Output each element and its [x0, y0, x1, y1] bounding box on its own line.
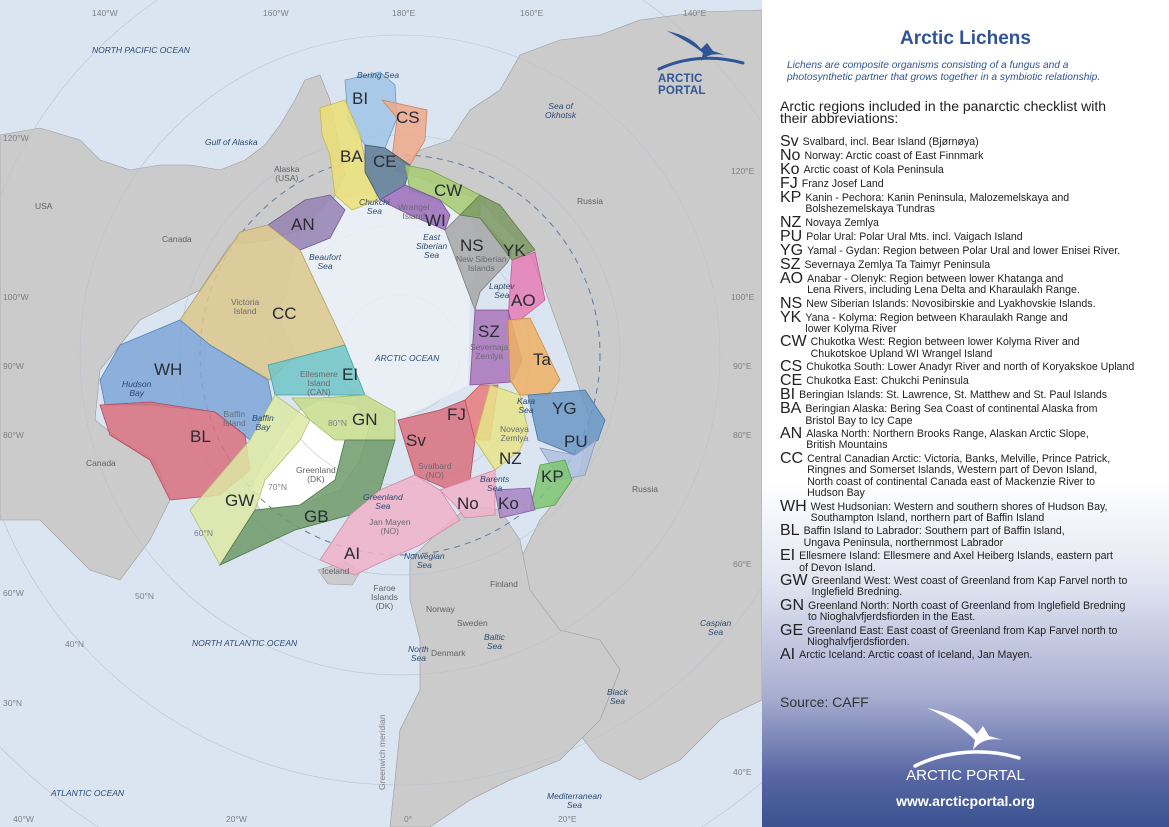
- region-description: Yamal - Gydan: Region between Polar Ural and lower Enisei River.: [807, 244, 1121, 257]
- legend-entry-sz: [780, 255, 1165, 273]
- region-abbreviation: No: [780, 147, 801, 164]
- label-greenland-sea: Greenland Sea: [363, 492, 403, 511]
- region-abbreviation: NZ: [780, 213, 802, 231]
- region-label-ao[interactable]: AO: [511, 291, 536, 310]
- region-description: Severnaya Zemlya Ta Taimyr Peninsula: [804, 258, 991, 271]
- region-description: Chukotka East: Chukchi Peninsula: [806, 375, 969, 388]
- region-description: Greenland East: East coast of Greenland from Kap Farvel north to Nioghalvfjerdsfiorden.: [807, 624, 1118, 648]
- label-denmark: Denmark: [431, 648, 466, 658]
- region-description: Svalbard, incl. Bear Island (Bjørnøya): [802, 136, 979, 148]
- source-credit: Source: CAFF: [780, 694, 869, 710]
- label-usa: USA: [35, 201, 53, 211]
- intro-text: Lichens are composite organisms consisting of a fungus and a photosynthetic partner that grows together in a symbiotic relationship.: [787, 60, 1101, 83]
- coord-160w-top: 160°W: [263, 8, 289, 18]
- region-description: Greenland West: West coast of Greenland from Kap Farvel north to Inglefield Bredning.: [811, 574, 1128, 599]
- label-north-sea: North Sea: [408, 644, 429, 663]
- legend-entry-gw: [780, 571, 1165, 599]
- region-abbreviation: GW: [780, 571, 808, 589]
- label-sweden: Sweden: [457, 618, 488, 628]
- label-east-siberian-sea: East Siberian Sea: [416, 232, 448, 260]
- label-baffin-island: Baffin Island: [223, 409, 246, 428]
- coord-60e: 60°E: [733, 559, 752, 569]
- region-label-sv[interactable]: Sv: [406, 431, 426, 450]
- label-hudson-bay: Hudson Bay: [122, 379, 152, 398]
- label-alaska: Alaska (USA): [274, 164, 300, 183]
- label-barents-sea: Barents Sea: [480, 474, 510, 493]
- label-north-pacific-ocean: NORTH PACIFIC OCEAN: [92, 45, 190, 55]
- legend-entry-ba: [780, 402, 1165, 427]
- arctic-portal-logo-top[interactable]: [655, 25, 750, 97]
- region-label-cw[interactable]: CW: [434, 181, 463, 200]
- coord-160e-top: 160°E: [520, 8, 544, 18]
- region-label-kp[interactable]: KP: [541, 467, 564, 486]
- region-description: Greenland North: North coast of Greenland from Inglefield Bredning to Nioghalvfjerdsfiorden in the East.: [808, 599, 1126, 624]
- region-description: Chukotka South: Lower Anadyr River and north of Koryakskoe Upland: [806, 361, 1135, 374]
- region-description: Polar Ural: Polar Ural Mts. incl. Vaigach Island: [806, 230, 1023, 243]
- region-label-ai[interactable]: AI: [344, 544, 361, 563]
- region-label-ce[interactable]: CE: [373, 152, 397, 171]
- region-label-ei[interactable]: EI: [342, 365, 359, 384]
- coord-90w: 90°W: [3, 361, 24, 371]
- legend-entry-kp: [780, 191, 1165, 216]
- legend-entry-ao: [780, 269, 1165, 297]
- label-mediterranean-sea: Mediterranean Sea: [547, 791, 602, 810]
- legend-panel: [762, 0, 1169, 827]
- region-label-bi[interactable]: BI: [352, 89, 369, 108]
- region-label-cc[interactable]: CC: [272, 304, 297, 323]
- region-label-bl[interactable]: BL: [190, 427, 211, 446]
- region-abbreviation: Ko: [780, 161, 800, 178]
- legend-heading: Arctic regions included in the panarctic checklist with their abbreviations:: [780, 98, 1107, 126]
- region-abbreviation: SZ: [780, 255, 801, 273]
- legend-entry-cc: [780, 449, 1165, 500]
- legend-entry-nz: [780, 213, 1165, 231]
- region-description: Alaska North: Northern Brooks Range, Alaskan Arctic Slope, British Mountains: [806, 428, 1089, 452]
- legend-entry-ai: [780, 648, 1165, 662]
- region-abbreviation: CE: [780, 372, 803, 390]
- region-label-an[interactable]: AN: [291, 215, 315, 234]
- label-finland: Finland: [490, 579, 518, 589]
- coord-60n: 60°N: [194, 528, 213, 538]
- label-novaya-zemlya: Novaya Zemlya: [500, 424, 529, 443]
- label-north-atlantic-ocean: NORTH ATLANTIC OCEAN: [192, 638, 298, 648]
- label-severnaja-zemlya: Severnaja Zemlya: [470, 342, 509, 361]
- region-abbreviation: AN: [780, 425, 803, 443]
- tern-bird-icon: [907, 700, 1027, 770]
- panel-title: Arctic Lichens: [900, 28, 1031, 49]
- region-label-wh[interactable]: WH: [154, 360, 183, 379]
- legend-entry-ge: [780, 621, 1165, 649]
- region-abbreviation: GE: [780, 621, 804, 639]
- region-label-ba[interactable]: BA: [340, 147, 363, 166]
- region-abbreviation: KP: [780, 189, 802, 206]
- region-label-fj[interactable]: FJ: [447, 405, 466, 424]
- region-description: Norway: Arctic coast of East Finnmark: [804, 150, 984, 162]
- coord-0-bottom: 0°: [404, 814, 413, 824]
- label-svalbard: Svalbard (NO): [418, 461, 452, 480]
- region-description: Arctic coast of Kola Peninsula: [803, 164, 944, 176]
- logo-name: ARCTIC PORTAL: [658, 73, 706, 97]
- region-label-no[interactable]: No: [457, 494, 479, 513]
- region-label-pu[interactable]: PU: [564, 432, 588, 451]
- legend-entry-yg: [780, 241, 1165, 259]
- label-atlantic-ocean: ATLANTIC OCEAN: [51, 788, 125, 798]
- coord-20e-bottom: 20°E: [558, 814, 577, 824]
- region-description: New Siberian Islands: Novosibirskie and Lyakhovskie Islands.: [806, 297, 1096, 310]
- region-label-sz[interactable]: SZ: [478, 322, 500, 341]
- region-label-ns[interactable]: NS: [460, 236, 484, 255]
- region-abbreviation: PU: [780, 227, 803, 245]
- region-label-gw[interactable]: GW: [225, 491, 255, 510]
- coord-140w-top: 140°W: [92, 8, 118, 18]
- label-norwegian-sea: Norwegian Sea: [404, 551, 445, 570]
- label-norway: Norway: [426, 604, 455, 614]
- legend-entry-gn: [780, 596, 1165, 624]
- label-baltic-sea: Baltic Sea: [484, 632, 505, 651]
- coord-80n: 80°N: [328, 418, 347, 428]
- region-label-yg[interactable]: YG: [552, 399, 577, 418]
- region-legend-list: [780, 135, 1165, 662]
- label-greenland: Greenland (DK): [296, 465, 336, 484]
- label-iceland: Iceland: [322, 566, 350, 576]
- label-caspian-sea: Caspian Sea: [700, 618, 732, 637]
- website-link[interactable]: www.arcticportal.org: [896, 793, 1035, 809]
- region-abbreviation: YK: [780, 308, 802, 326]
- region-abbreviation: BA: [780, 400, 802, 418]
- label-bering-sea: Bering Sea: [357, 70, 400, 80]
- region-abbreviation: BI: [780, 386, 796, 404]
- legend-entry-ns: [780, 294, 1165, 312]
- legend-entry-ei: [780, 549, 1165, 574]
- region-label-ko[interactable]: Ko: [498, 494, 519, 513]
- region-description: Chukotka West: Region between lower Kolyma River and Chukotskoe Upland WI Wrangel Island: [810, 336, 1080, 360]
- region-description: Baffin Island to Labrador: Southern part of Baffin Island, Ungava Peninsula, northernmost Labrador: [803, 525, 1065, 549]
- region-description: Central Canadian Arctic: Victoria, Banks, Melville, Prince Patrick, Ringnes and Somerset Islands, Western part of Devon Island, North coast of continental Canada east of Mackenzie River to Hudson Bay: [807, 452, 1111, 500]
- label-sea-of-okhotsk: Sea of Okhotsk: [545, 101, 577, 120]
- legend-entry-cw: [780, 335, 1165, 360]
- coord-120e: 120°E: [731, 166, 755, 176]
- region-abbreviation: YG: [780, 241, 804, 259]
- coord-100w: 100°W: [3, 292, 29, 302]
- region-description: Kanin - Pechora: Kanin Peninsula, Malozemelskaya and Bolshezemelskaya Tundras: [805, 192, 1070, 216]
- region-description: Franz Josef Land: [801, 178, 884, 190]
- region-description: Beringian Alaska: Bering Sea Coast of continental Alaska from Bristol Bay to Icy Cape: [805, 403, 1098, 427]
- label-canada-north: Canada: [162, 234, 192, 244]
- label-new-siberian-islands: New Siberian Islands: [456, 254, 507, 273]
- region-label-yk[interactable]: YK: [503, 241, 526, 260]
- region-abbreviation: AI: [780, 646, 796, 664]
- label-black-sea: Black Sea: [607, 687, 628, 706]
- region-abbreviation: CW: [780, 333, 807, 351]
- region-abbreviation: BL: [780, 522, 800, 540]
- coord-30n: 30°N: [3, 698, 22, 708]
- legend-entry-cs: [780, 360, 1165, 374]
- region-description: Ellesmere Island: Ellesmere and Axel Heiberg Islands, eastern part of Devon Island.: [799, 550, 1113, 574]
- label-chukchi-sea: Chukchi Sea: [359, 197, 390, 216]
- region-abbreviation: FJ: [780, 175, 798, 192]
- label-canada-south: Canada: [86, 458, 116, 468]
- legend-entry-pu: [780, 227, 1165, 245]
- legend-entry-an: [780, 427, 1165, 452]
- region-description: Yana - Kolyma: Region between Kharaulakh Range and lower Kolyma River: [805, 311, 1068, 336]
- coord-100e: 100°E: [731, 292, 755, 302]
- label-kara-sea: Kara Sea: [517, 396, 535, 415]
- label-jan-mayen: Jan Mayen (NO): [369, 517, 411, 536]
- coord-60w: 60°W: [3, 588, 24, 598]
- legend-entry-fj: [780, 177, 1165, 191]
- label-laptev-sea: Laptev Sea: [489, 281, 515, 300]
- label-baffin-bay: Baffin Bay: [252, 413, 274, 432]
- coord-40e: 40°E: [733, 767, 752, 777]
- coord-80e: 80°E: [733, 430, 752, 440]
- label-ellesmere-island: Ellesmere Island (CAN): [300, 369, 338, 397]
- region-abbreviation: EI: [780, 547, 796, 565]
- region-abbreviation: WH: [780, 497, 807, 515]
- legend-entry-wh: [780, 497, 1165, 525]
- legend-entry-ko: [780, 163, 1165, 177]
- label-beaufort-sea: Beaufort Sea: [309, 252, 342, 271]
- legend-entry-no: [780, 149, 1165, 163]
- region-description: Anabar - Olenyk: Region between lower Khatanga and Lena Rivers, including Lena Delta and Kharaulakh Range.: [807, 272, 1080, 297]
- coord-50n: 50°N: [135, 591, 154, 601]
- region-abbreviation: Sv: [780, 133, 799, 150]
- region-label-cs[interactable]: CS: [396, 108, 420, 127]
- region-label-gb[interactable]: GB: [304, 507, 329, 526]
- legend-entry-bl: [780, 524, 1165, 549]
- region-description: Novaya Zemlya: [805, 216, 879, 229]
- label-faroe-islands: Faroe Islands (DK): [371, 583, 398, 611]
- coord-140e-top: 140°E: [683, 8, 707, 18]
- legend-entry-ce: [780, 374, 1165, 388]
- region-abbreviation: NS: [780, 294, 803, 312]
- label-greenwich-meridian: Greenwich meridian: [377, 714, 387, 790]
- label-gulf-of-alaska: Gulf of Alaska: [205, 137, 258, 147]
- region-label-wi[interactable]: WI: [425, 211, 446, 230]
- label-victoria-island: Victoria Island: [231, 297, 260, 316]
- label-russia-east: Russia: [577, 196, 603, 206]
- coord-120w: 120°W: [3, 133, 29, 143]
- legend-entry-sv: [780, 135, 1165, 149]
- brand-name: ARCTIC PORTAL: [906, 767, 1025, 784]
- region-abbreviation: AO: [780, 269, 804, 287]
- label-wrangel-island: Wrangel Island: [398, 202, 430, 221]
- coord-40w-bottom: 40°W: [13, 814, 34, 824]
- coord-80w: 80°W: [3, 430, 24, 440]
- legend-entry-bi: [780, 388, 1165, 402]
- region-abbreviation: CC: [780, 449, 804, 467]
- region-abbreviation: GN: [780, 596, 804, 614]
- legend-entry-yk: [780, 308, 1165, 336]
- label-russia-west: Russia: [632, 484, 658, 494]
- region-description: Beringian Islands: St. Lawrence, St. Matthew and St. Paul Islands: [799, 389, 1108, 402]
- coord-90e: 90°E: [733, 361, 752, 371]
- region-label-gn[interactable]: GN: [352, 410, 378, 429]
- region-label-nz[interactable]: NZ: [499, 449, 522, 468]
- region-description: Arctic Iceland: Arctic coast of Iceland, Jan Mayen.: [799, 649, 1033, 662]
- tern-bird-icon: [655, 25, 750, 73]
- label-arctic-ocean: ARCTIC OCEAN: [375, 353, 440, 363]
- coord-180e-top: 180°E: [392, 8, 416, 18]
- region-abbreviation: CS: [780, 358, 803, 376]
- region-label-ta[interactable]: Ta: [533, 350, 551, 369]
- region-description: West Hudsonian: Western and southern shores of Hudson Bay, Southampton Island, northern part of Baffin Island: [810, 500, 1108, 524]
- coord-70n: 70°N: [268, 482, 287, 492]
- coord-20w-bottom: 20°W: [226, 814, 247, 824]
- coord-40n: 40°N: [65, 639, 84, 649]
